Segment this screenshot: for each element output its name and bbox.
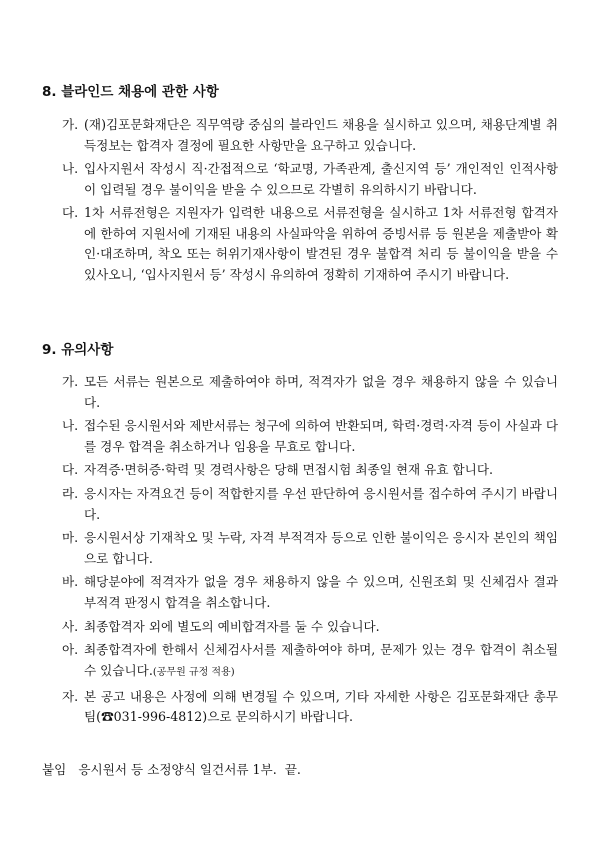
item-text: 응시원서상 기재착오 및 누락, 자격 부적격자 등으로 인한 불이익은 응시자 본인의 책임으로 합니다. <box>84 530 558 566</box>
section-8-list <box>62 115 558 289</box>
item-marker: 다. <box>62 462 79 478</box>
item-marker: 나. <box>62 161 79 177</box>
list-item <box>62 687 558 728</box>
item-marker: 바. <box>62 574 79 590</box>
list-item <box>62 203 558 285</box>
item-marker: 사. <box>62 618 79 634</box>
document-end-mark: 끝. <box>284 762 301 777</box>
list-item <box>62 460 558 481</box>
item-text: 해당분야에 적격자가 없을 경우 채용하지 않을 수 있으며, 신원조회 및 신체검사 결과 부적격 판정시 합격을 취소합니다. <box>84 574 558 610</box>
item-marker: 다. <box>62 205 79 221</box>
list-item <box>62 416 558 457</box>
item-marker: 나. <box>62 418 79 434</box>
list-item <box>62 372 558 413</box>
section-8-heading: 8. 블라인드 채용에 관한 사항 <box>42 84 219 100</box>
item-note: (공무원 규정 적용) <box>152 666 235 678</box>
item-text: 모든 서류는 원본으로 제출하여야 하며, 적격자가 없을 경우 채용하지 않을 수 있습니다. <box>84 374 558 410</box>
item-marker: 가. <box>62 374 79 389</box>
item-text: 접수된 응시원서와 제반서류는 청구에 의하여 반환되며, 학력·경력·자격 등이 사실과 다를 경우 합격을 취소하거나 임용을 무효로 합니다. <box>84 418 558 454</box>
list-item <box>62 484 558 525</box>
list-item <box>62 115 558 156</box>
item-text: 자격증·면허증·학력 및 경력사항은 당해 면접시험 최종일 현재 유효 합니다. <box>84 462 494 478</box>
attachment-note <box>42 760 301 780</box>
list-item <box>62 159 558 200</box>
item-marker: 자. <box>62 688 79 704</box>
section-9-heading: 9. 유의사항 <box>42 342 114 358</box>
item-text-main: 최종합격자에 한해서 신체검사서를 제출하여야 하며, 문제가 있는 경우 합격이 취소될 수 있습니다. <box>84 642 558 678</box>
list-item <box>62 640 558 683</box>
attachment-text: 응시원서 등 소정양식 일건서류 1부. <box>78 762 277 777</box>
item-marker: 가. <box>62 117 79 132</box>
list-item <box>62 572 558 613</box>
item-text: 응시자는 자격요건 등이 적합한지를 우선 판단하여 응시원서를 접수하여 주시기 바랍니다. <box>84 486 558 522</box>
section-9-list <box>62 372 558 731</box>
item-marker: 라. <box>62 486 79 502</box>
item-text: (재)김포문화재단은 직무역량 중심의 블라인드 채용을 실시하고 있으며, 채용단계별 취득정보는 합격자 결정에 필요한 사항만을 요구하고 있습니다. <box>84 117 558 153</box>
item-text: 입사지원서 작성시 직·간접적으로 ‘학교명, 가족관계, 출신지역 등’ 개인적인 인적사항이 입력될 경우 불이익을 받을 수 있으므로 각별히 유의하시기 바랍니다. <box>84 161 558 197</box>
item-marker: 아. <box>62 642 79 658</box>
item-text <box>84 640 558 683</box>
attachment-label: 붙임 <box>42 762 67 777</box>
item-marker: 마. <box>62 530 79 546</box>
item-text: 1차 서류전형은 지원자가 입력한 내용으로 서류전형을 실시하고 1차 서류전형 합격자에 한하여 지원서에 기재된 내용의 사실파악을 위하여 증빙서류 등 원본을 제출받아 확인·대조하며, 착오 또는 허위기재사항이 발견된 경우 불합격 처리 등 불이익을 받을 수 있사오니, ‘입사지원서 등’ 작성시 유의하여 정확히 기재하여 주시기 바랍니다. <box>84 205 558 282</box>
item-text: 본 공고 내용은 사정에 의해 변경될 수 있으며, 기타 자세한 사항은 김포문화재단 총무팀(☎031-996-4812)으로 문의하시기 바랍니다. <box>84 688 558 724</box>
list-item <box>62 528 558 569</box>
item-text: 최종합격자 외에 별도의 예비합격자를 둘 수 있습니다. <box>84 618 380 634</box>
list-item <box>62 617 558 638</box>
